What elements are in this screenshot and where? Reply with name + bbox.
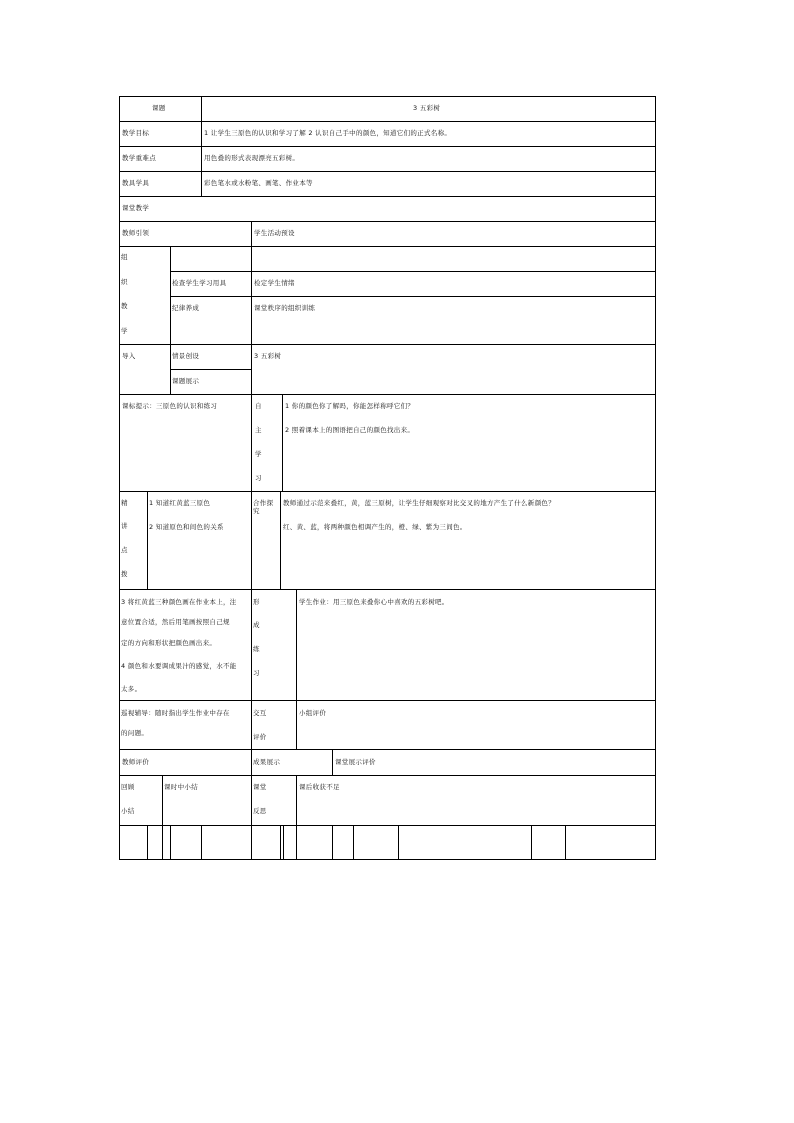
row-line [119, 825, 656, 826]
scene-setup: 情景创设 [172, 352, 200, 360]
row-line [119, 491, 656, 492]
col-line [332, 749, 333, 775]
process-title: 课堂教学 [122, 204, 150, 212]
lesson-summary: 课时中小结 [164, 783, 198, 791]
col-line [280, 491, 281, 589]
review-label: 回顾 [121, 783, 135, 791]
col-line [531, 825, 532, 860]
topic-display: 课题展示 [172, 377, 200, 385]
tools-text: 彩色笔水或水粉笔、画笔、作业本等 [204, 179, 313, 187]
row-line [119, 221, 656, 222]
check-mood: 检定学生情绪 [254, 279, 295, 287]
col-line [282, 394, 283, 491]
col-line [280, 825, 281, 860]
col-line [251, 491, 252, 589]
col-line [170, 825, 171, 860]
organize-char: 教 [121, 302, 128, 310]
col-line [147, 491, 148, 589]
header-label: 课题 [152, 104, 166, 112]
teacher-guide-label: 教师引领 [122, 229, 150, 237]
col-line [251, 775, 252, 825]
intro-label: 导入 [122, 352, 136, 360]
col-line [353, 825, 354, 860]
col-line [296, 775, 297, 825]
practice-line: 意位置合适，然后用笔画按照自己规 [121, 618, 230, 626]
col-line [296, 825, 297, 860]
coop-line: 红、黄、蓝，将两种颜色相调产生的，橙、绿、紫为三间色。 [283, 523, 467, 531]
self-study-char: 主 [255, 426, 262, 434]
practice-char: 练 [253, 645, 260, 653]
col-line [170, 246, 171, 394]
organize-char: 组 [121, 253, 128, 261]
row-line [119, 171, 656, 172]
intro-content: 3 五彩树 [254, 352, 282, 360]
review-label: 小结 [121, 807, 135, 815]
class-order: 课堂秩序的组织训练 [254, 304, 316, 312]
practice-line: 3 将红黄蓝三种颜色画在作业本上，注 [121, 598, 237, 606]
self-study-char: 习 [255, 474, 262, 482]
objectives-text: 1 让学生三原色的认识和学习了解 2 认识自己手中的颜色，知道它们的正式名称。 [204, 129, 452, 137]
objectives-label: 教学目标 [122, 129, 150, 137]
explain-char: 点 [121, 546, 128, 554]
lesson-plan-table [119, 96, 656, 860]
col-line [162, 825, 163, 860]
col-line [201, 825, 202, 860]
col-line [251, 589, 252, 700]
teacher-evaluation: 教师评价 [122, 758, 150, 766]
col-line [296, 589, 297, 700]
self-study-char: 学 [255, 450, 262, 458]
reflection-label: 课堂 [253, 783, 267, 791]
reflection-label: 反思 [253, 807, 267, 815]
row-line [119, 344, 656, 345]
reflection-text: 课后收获不足 [299, 783, 340, 791]
col-line [565, 825, 566, 860]
row-line [119, 246, 656, 247]
col-line [251, 221, 252, 394]
col-line [251, 749, 252, 775]
coop-label: 合作探究 [253, 499, 274, 515]
row-line [119, 394, 656, 395]
interaction-label: 评价 [253, 733, 267, 741]
explain-item: 2 知道原色和间色的关系 [149, 523, 224, 531]
row-line [119, 196, 656, 197]
row-line [119, 775, 656, 776]
row-line [119, 146, 656, 147]
practice-line: 定的方向和形状把颜色画出来。 [121, 639, 217, 647]
self-study-char: 自 [255, 402, 262, 410]
practice-char: 习 [253, 669, 260, 677]
check-supplies: 检查学生学习用具 [172, 279, 227, 287]
col-line [162, 775, 163, 825]
practice-char: 成 [253, 621, 260, 629]
organize-char: 织 [121, 278, 128, 286]
discipline: 纪律养成 [172, 304, 200, 312]
tutor-line: 的问题。 [121, 729, 149, 737]
row-line [170, 296, 656, 297]
key-points-text: 用色叠的形式表现漂亮五彩树。 [204, 154, 300, 162]
row-line [170, 271, 656, 272]
explain-char: 精 [121, 499, 128, 507]
student-activity-label: 学生活动预设 [254, 229, 295, 237]
practice-line: 太多。 [121, 685, 142, 693]
col-line [147, 825, 148, 860]
col-line [251, 394, 252, 491]
row-line [119, 749, 656, 750]
col-line [332, 825, 333, 860]
organize-char: 学 [121, 327, 128, 335]
explain-item: 1 知道红黄蓝三原色 [149, 499, 211, 507]
self-study-line: 1 你的颜色你了解吗，你能怎样称呼它们？ [285, 402, 415, 410]
col-line [398, 825, 399, 860]
class-show-evaluation: 课堂展示评价 [335, 758, 376, 766]
col-line [251, 700, 252, 749]
col-line [201, 96, 202, 196]
row-line [119, 589, 656, 590]
col-line [296, 700, 297, 749]
key-points-label: 教学重难点 [122, 154, 156, 162]
explain-char: 拨 [121, 570, 128, 578]
group-evaluation: 小组评价 [299, 709, 327, 717]
explain-char: 讲 [121, 522, 128, 530]
col-line [283, 825, 284, 860]
row-line [119, 700, 656, 701]
tutor-line: 巡视辅导：随时指出学生作业中存在 [121, 709, 230, 717]
practice-line: 4 颜色和水要调成果汁的感觉，水不能 [121, 662, 237, 670]
coop-line: 教师通过示范来叠红，黄，蓝三原树，让学生仔细观察对比交叉的地方产生了什么新颜色？ [283, 499, 555, 507]
self-study-line: 2 照着课本上的图语把自己的颜色找出来。 [285, 426, 415, 434]
practice-char: 形 [253, 598, 260, 606]
col-line [251, 825, 252, 860]
curriculum-hint: 课标提示：三原色的认识和练习 [122, 402, 218, 410]
interaction-label: 交互 [253, 709, 267, 717]
row-line [170, 369, 252, 370]
results-show: 成果展示 [253, 758, 281, 766]
practice-task: 学生作业：用三原色来叠你心中喜欢的五彩树吧。 [299, 598, 449, 606]
lesson-title: 3 五彩树 [413, 104, 441, 112]
row-line [119, 121, 656, 122]
tools-label: 教具学具 [122, 179, 150, 187]
